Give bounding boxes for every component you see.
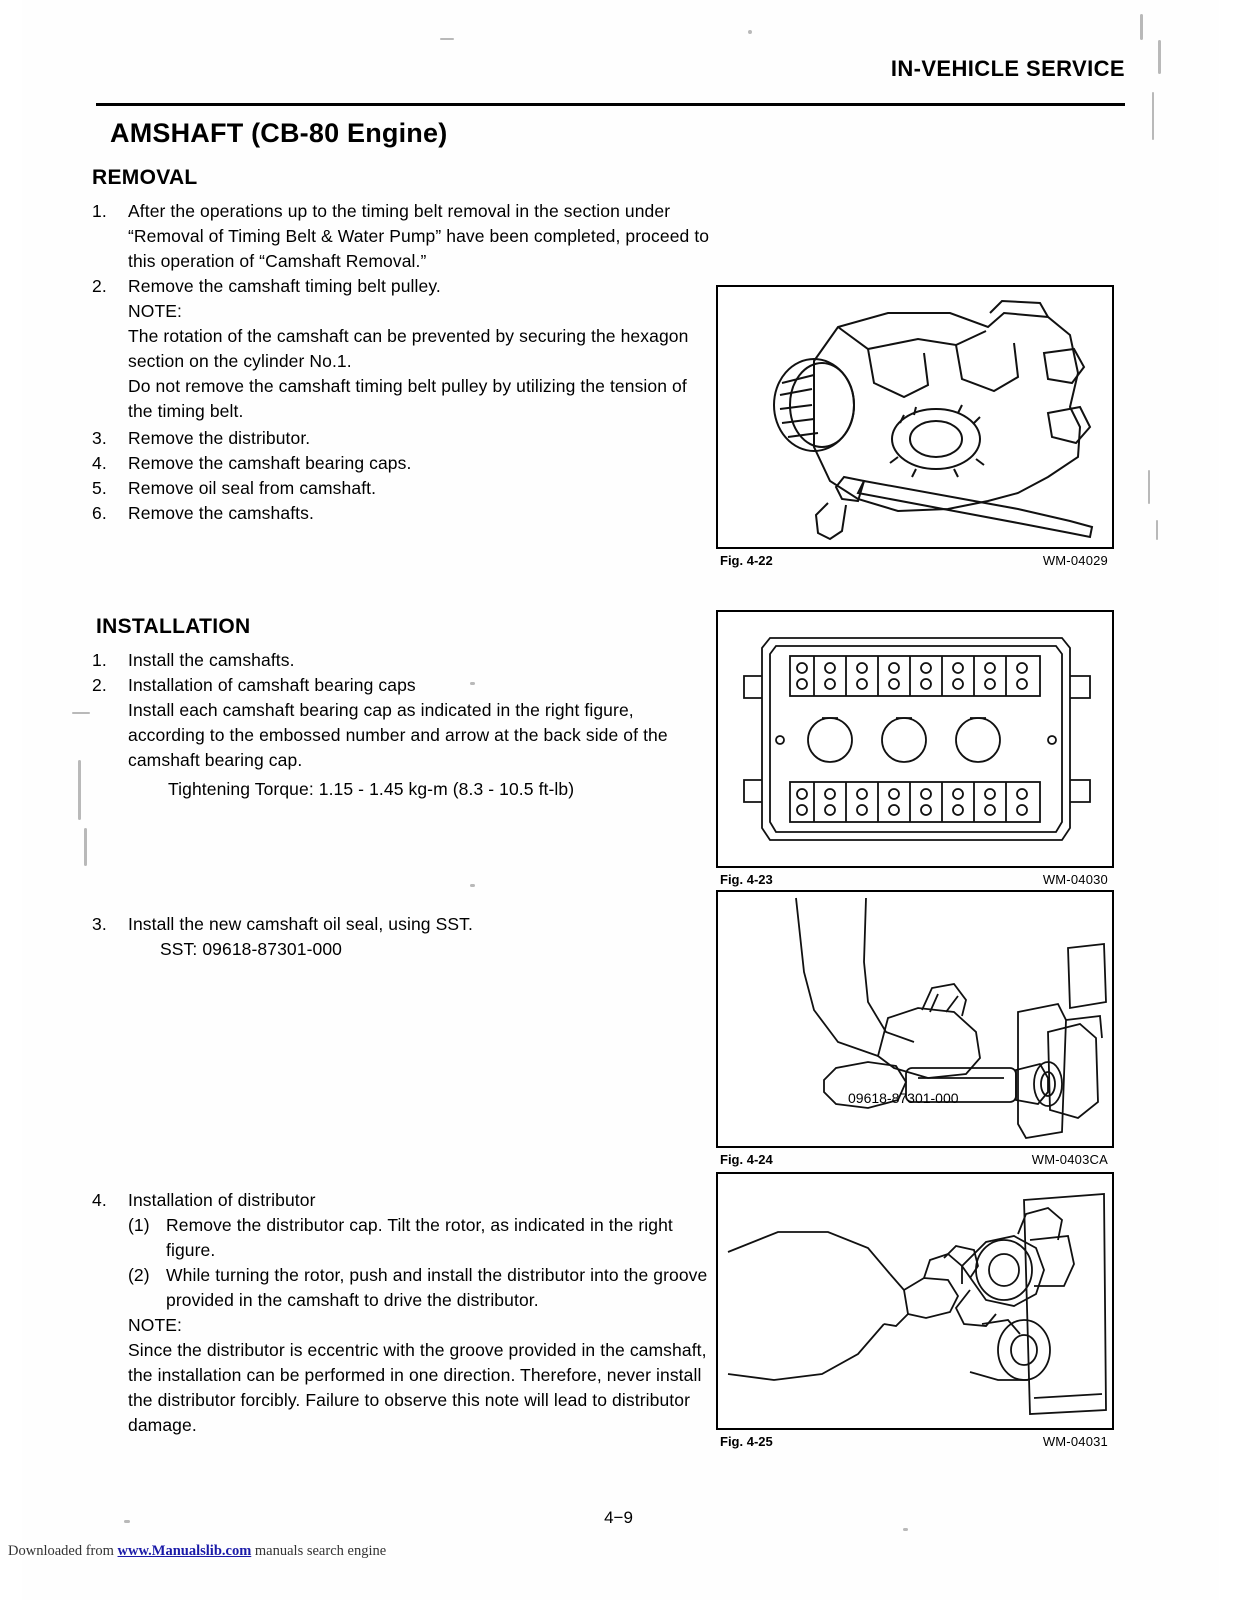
list-item — [90, 199, 710, 274]
scan-speck — [1156, 520, 1158, 540]
figure-id: Fig. 4-23 — [720, 872, 773, 887]
list-item — [90, 1188, 710, 1438]
step-text: Install the camshafts. — [128, 650, 295, 670]
step-text: Installation of distributor — [128, 1190, 316, 1210]
download-suffix: manuals search engine — [251, 1543, 387, 1559]
installation-step-4 — [90, 1188, 710, 1438]
header-divider — [96, 103, 1125, 106]
figure-4-25-caption — [716, 1432, 1114, 1449]
section-heading-installation: INSTALLATION — [96, 615, 251, 638]
installation-steps — [90, 648, 710, 802]
figure-4-23-image — [718, 612, 1112, 866]
list-item — [90, 274, 710, 424]
step-text: Remove the camshaft timing belt pulley. — [128, 276, 441, 296]
figure-4-25-image — [718, 1174, 1112, 1428]
figure-4-24 — [716, 890, 1114, 1148]
scan-edge-right — [1219, 0, 1237, 1600]
scan-speck — [1140, 14, 1143, 40]
step-text: Install the new camshaft oil seal, using SST. — [128, 914, 473, 934]
section-heading-removal: REMOVAL — [92, 166, 198, 189]
scan-speck — [903, 1528, 908, 1531]
list-item — [90, 648, 710, 673]
list-item — [90, 673, 710, 802]
substep-text: While turning the rotor, push and install the distributor into the groove provided in the camshaft to drive the distributor. — [166, 1265, 708, 1310]
sst-number: SST: 09618-87301-000 — [160, 939, 342, 959]
figure-code: WM-0403CA — [1031, 1152, 1108, 1167]
step-text: Remove oil seal from camshaft. — [128, 478, 377, 498]
step-number: 2. — [92, 675, 107, 695]
substep-list — [128, 1213, 710, 1313]
scan-speck — [84, 828, 87, 866]
figure-4-23-caption — [716, 870, 1114, 887]
page-header-title: IN-VEHICLE SERVICE — [890, 56, 1125, 81]
list-item — [90, 912, 710, 962]
step-text: Installation of camshaft bearing caps — [128, 675, 416, 695]
step-number: 3. — [92, 914, 107, 934]
step-number: 6. — [92, 503, 107, 523]
figure-4-23 — [716, 610, 1114, 868]
scan-speck — [440, 38, 454, 40]
substep-number: (1) — [128, 1215, 150, 1235]
figure-id: Fig. 4-24 — [720, 1152, 773, 1167]
step-text: Remove the camshafts. — [128, 503, 314, 523]
step-text: After the operations up to the timing belt removal in the section under “Removal of Timing Belt & Water Pump” have been completed, proceed to this operation of “Camshaft Removal.” — [128, 201, 710, 271]
scan-speck — [1158, 40, 1161, 74]
figure-4-25 — [716, 1172, 1114, 1430]
installation-step-3 — [90, 912, 710, 962]
scan-edge-left — [0, 0, 22, 1600]
list-item — [90, 501, 710, 526]
figure-4-24-image — [718, 892, 1112, 1146]
scan-speck — [1148, 470, 1150, 504]
substep-number: (2) — [128, 1265, 150, 1285]
step-number: 3. — [92, 428, 107, 448]
removal-steps — [90, 199, 710, 526]
figure-code: WM-04031 — [1042, 1434, 1108, 1449]
scan-speck — [470, 884, 475, 887]
step-number: 1. — [92, 650, 107, 670]
step-detail: Install each camshaft bearing cap as indicated in the right figure, according to the embossed number and arrow at the back side of the camshaft bearing cap. — [128, 700, 668, 770]
step-number: 4. — [92, 453, 107, 473]
step-text: Remove the distributor. — [128, 428, 311, 448]
download-attribution — [8, 1543, 386, 1560]
note-label: NOTE: — [128, 1315, 182, 1335]
list-item — [90, 476, 710, 501]
substep-text: Remove the distributor cap. Tilt the rotor, as indicated in the right figure. — [166, 1215, 673, 1260]
step-number: 2. — [92, 276, 107, 296]
page-number: 4−9 — [604, 1508, 633, 1527]
scan-speck — [78, 760, 81, 820]
step-text: Remove the camshaft bearing caps. — [128, 453, 412, 473]
step-number: 1. — [92, 201, 107, 221]
figure-code: WM-04030 — [1042, 872, 1108, 887]
scan-speck — [748, 30, 752, 34]
note-text: The rotation of the camshaft can be prevented by securing the hexagon section on the cylinder No.1. — [128, 326, 689, 371]
figure-code: WM-04029 — [1042, 553, 1108, 568]
sst-part-number-label: 09618-87301-000 — [848, 1090, 959, 1106]
list-item — [128, 1213, 710, 1263]
figure-id: Fig. 4-25 — [720, 1434, 773, 1449]
figure-4-24-caption — [716, 1150, 1114, 1167]
page-title: AMSHAFT (CB-80 Engine) — [110, 118, 448, 148]
list-item — [90, 451, 710, 476]
figure-id: Fig. 4-22 — [720, 553, 773, 568]
note-text-secondary: Do not remove the camshaft timing belt pulley by utilizing the tension of the timing belt. — [128, 376, 687, 421]
figure-4-22-caption — [716, 551, 1114, 568]
step-number: 5. — [92, 478, 107, 498]
tightening-torque: Tightening Torque: 1.15 - 1.45 kg-m (8.3 - 10.5 ft-lb) — [168, 779, 575, 799]
list-item — [90, 426, 710, 451]
list-item — [128, 1263, 710, 1313]
figure-4-22-image — [718, 287, 1112, 547]
scan-speck — [72, 712, 90, 714]
scan-speck — [1152, 92, 1154, 140]
figure-4-22 — [716, 285, 1114, 549]
step-number: 4. — [92, 1190, 107, 1210]
note-text: Since the distributor is eccentric with the groove provided in the camshaft, the installation can be performed in one direction. Therefore, never install the distributor forcibly. Failure to observe this note will lead to distributor damage. — [128, 1340, 707, 1435]
download-prefix: Downloaded from — [8, 1543, 118, 1559]
manualslib-link[interactable]: www.Manualslib.com — [117, 1543, 252, 1559]
note-label: NOTE: — [128, 301, 182, 321]
